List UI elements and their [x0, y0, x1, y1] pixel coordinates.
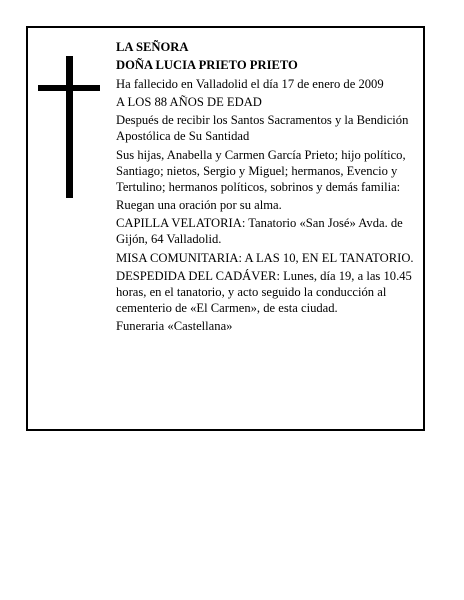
- prayer-request: Ruegan una oración por su alma.: [116, 197, 282, 212]
- farewell-info: DESPEDIDA DEL CADÁVER: Lunes, día 19, a las 10.45 horas, en el tanatorio, y acto seguido la conducción al cementerio de «El Carmen», de esta ciudad.: [116, 268, 412, 316]
- notice-text: [116, 39, 418, 337]
- death-statement: Ha fallecido en Valladolid el día 17 de enero de 2009: [116, 76, 384, 91]
- obituary-notice: [26, 26, 425, 431]
- deceased-name: DOÑA LUCIA PRIETO PRIETO: [116, 58, 298, 73]
- cross-icon: [66, 56, 73, 198]
- funeral-home: Funeraria «Castellana»: [116, 319, 233, 334]
- mass-info: MISA COMUNITARIA: A LAS 10, EN EL TANATORIO.: [116, 250, 414, 265]
- sacraments-statement: Después de recibir los Santos Sacramentos y la Bendición Apostólica de Su Santidad: [116, 113, 409, 144]
- family-statement: Sus hijas, Anabella y Carmen García Prieto; hijo político, Santiago; nietos, Sergio y Miguel; hermanos, Evencio y Tertulino; hermanos políticos, sobrinos y demás familia:: [116, 147, 406, 194]
- notice-title: LA SEÑORA: [116, 40, 189, 54]
- age-statement: A LOS 88 AÑOS DE EDAD: [116, 94, 262, 109]
- chapel-info: CAPILLA VELATORIA: Tanatorio «San José» Avda. de Gijón, 64 Valladolid.: [116, 216, 403, 247]
- cross-icon-arm: [38, 85, 100, 91]
